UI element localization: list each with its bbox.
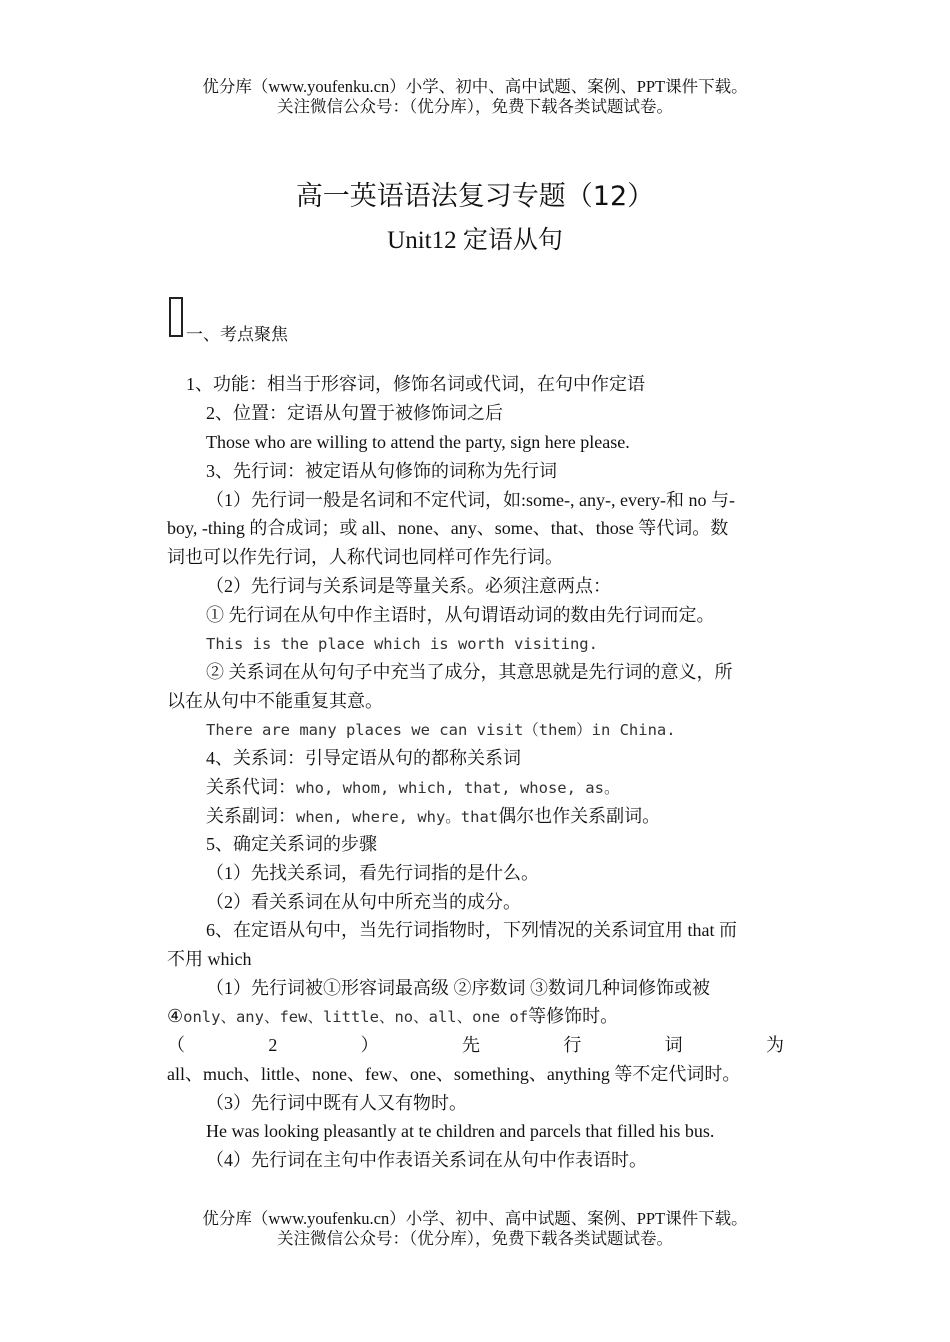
body-line-11: ② 关系词在从句句子中充当了成分，其意思就是先行词的意义，所 (206, 662, 733, 682)
justified-word: 2 (268, 1035, 278, 1055)
justified-word: （ (167, 1035, 185, 1055)
circled-four: ④ (167, 1006, 184, 1026)
page-subtitle: Unit12 定语从句 (387, 227, 563, 254)
modifier-list: only、any、few、little、no、all、one of (183, 1008, 529, 1026)
relative-adverbs-line (206, 804, 660, 829)
body-line-1: 1、功能：相当于形容词，修饰名词或代词，在句中作定语 (186, 374, 645, 394)
body-line-28: （4）先行词在主句中作表语关系词在从句中作表语时。 (206, 1150, 647, 1170)
body-line-23 (167, 1004, 618, 1029)
body-line-6: boy, -thing 的合成词；或 all、none、any、some、that、those 等代词。数 (167, 518, 729, 538)
justified-word: 先 (461, 1035, 480, 1055)
example-sentence-2: There are many places we can visit（them）in China. (206, 721, 676, 739)
example-sentence-1: This is the place which is worth visiting. (206, 635, 598, 653)
relative-pronouns-list: who, whom, which, that, whose, as。 (296, 779, 620, 797)
footer-line-1: 优分库（www.youfenku.cn）小学、初中、高中试题、案例、PPT课件下载。 (202, 1209, 748, 1228)
body-line-22: （1）先行词被①形容词最高级 ②序数词 ③数词几种词修饰或被 (206, 978, 710, 998)
page-header (0, 77, 950, 117)
relative-adverbs-note: 偶尔也作关系副词。 (498, 806, 661, 826)
footer-line-2: 关注微信公众号：（优分库），免费下载各类试题试卷。 (277, 1229, 673, 1248)
relative-adverbs-label: 关系副词： (206, 806, 296, 826)
body-line-17: 5、确定关系词的步骤 (206, 834, 377, 854)
relative-adverbs-list: when, where, why。that (296, 808, 499, 826)
body-line-3: Those who are willing to attend the party, sign here please. (206, 432, 630, 452)
placeholder-box-icon (169, 297, 183, 337)
page-footer (0, 1209, 950, 1249)
body-line-8: （2）先行词与关系词是等量关系。必须注意两点： (206, 576, 611, 596)
body-line-21: 不用 which (167, 949, 252, 969)
body-line-12: 以在从句中不能重复其意。 (167, 691, 383, 711)
body-line-24 (167, 1033, 784, 1057)
body-line-26: （3）先行词中既有人又有物时。 (206, 1093, 467, 1113)
relative-pronouns-line (206, 775, 619, 800)
page-title: 高一英语语法复习专题（12） (295, 181, 655, 212)
justified-word: 词 (664, 1035, 683, 1055)
header-line-1: 优分库（www.youfenku.cn）小学、初中、高中试题、案例、PPT课件下载。 (202, 77, 748, 96)
body-line-2: 2、位置：定语从句置于被修饰词之后 (206, 403, 503, 423)
body-line-4: 3、先行词：被定语从句修饰的词称为先行词 (206, 461, 557, 481)
modifier-suffix: 等修饰时。 (528, 1006, 619, 1026)
body-line-20: 6、在定语从句中，当先行词指物时，下列情况的关系词宜用 that 而 (206, 920, 737, 940)
body-line-14: 4、关系词：引导定语从句的都称关系词 (206, 748, 521, 768)
body-line-9: ① 先行词在从句中作主语时，从句谓语动词的数由先行词而定。 (206, 605, 715, 625)
section-heading: 一、考点聚焦 (186, 325, 288, 344)
body-line-7: 词也可以作先行词，人称代词也同样可作先行词。 (167, 547, 563, 567)
relative-pronouns-label: 关系代词： (206, 777, 296, 797)
body-line-5: （1）先行词一般是名词和不定代词，如:some-, any-, every-和 no 与- (206, 490, 735, 510)
body-line-18: （1）先找关系词，看先行词指的是什么。 (206, 863, 539, 883)
example-sentence-3: He was looking pleasantly at te children and parcels that filled his bus. (206, 1121, 715, 1141)
body-line-25: all、much、little、none、few、one、something、anything 等不定代词时。 (167, 1064, 741, 1084)
body-line-19: （2）看关系词在从句中所充当的成分。 (206, 892, 521, 912)
justified-word: 为 (765, 1035, 784, 1055)
justified-word: 行 (563, 1035, 582, 1055)
header-line-2: 关注微信公众号：（优分库），免费下载各类试题试卷。 (277, 97, 673, 116)
justified-word: ） (360, 1035, 379, 1055)
